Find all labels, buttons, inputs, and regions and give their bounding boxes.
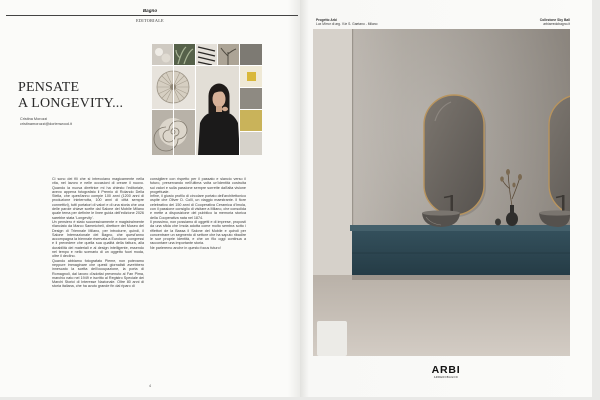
magazine-name: Bagno [142,8,158,13]
collage-tile-yellow-square [240,66,262,87]
oval-mirror-left [424,95,486,217]
project-caption [316,18,377,26]
page-number: 4 [149,384,151,388]
author-email[interactable]: cristinamorozzi@dorlenwood.it [20,121,72,126]
title-line-1: PENSATE [18,80,80,95]
section-label: EDITORIALE [136,17,164,23]
collage-tile-gray [240,44,262,65]
collage-tile-shells [152,44,173,65]
bathroom-photo [313,29,570,356]
paragraph: Infine, il giusto profilo di circolare portato dell'architettonico ospite che Oliver D. Colli, un viaggio maestrante. Il fiore celebrativo dei 150 anni di Cooperativa Ceramica d'Imola, con il passione consiglio di visitare a Milano, che consolida e mette a disposizione del pubblico la memoria storica della Cooperativa nata nel 1874. [150,194,246,220]
author-photo-collage [152,44,262,155]
oval-mirror-right [549,95,570,217]
collection-label: Collezione Sky Ball [539,18,570,22]
article-title [18,80,123,112]
paragraph: Ci sono dei fili che si intrecciano magicamente nella vita, nel lavoro e nelle occasioni di creare il nuovo. Quando la nuova direttrice mi ha chiesto l'editoriale, avevo appena fotografato il Premio di Rolando Della Stella, che quest'anno compie 100 anni (1200 anni di produzione ininterrotta, 100 anni di città sempre connettivi), tutti portatori di valori e di una storia che una delle parole chiave scelte dal Salone del Mobile Milano quale tema per definire le linee guida dell'edizione 2026 sarebbe stata 'Longevity'. [52,177,144,220]
collage-tile-gray-2 [240,88,262,109]
brand-logo[interactable] [416,365,476,379]
brand-website[interactable]: arbiarredobagno.it [543,22,570,26]
author-block [20,117,72,126]
project-detail: Lux Mirror di arg. V.le S. Gaetano - Milano [316,22,378,26]
paragraph: consigliere con rispetto per il passato e slancio verso il futuro, preservando nell'ultima volta un'identità costruita sui valori e sulla passione sempre sorrette dall'alta visione progettuale. [150,177,246,194]
collection-caption [540,18,570,26]
advertisement-page [300,0,592,397]
collage-tile-plant [218,44,239,65]
white-pedestal [317,321,347,356]
vanity-countertop [350,225,570,231]
body-column-1 [52,177,144,289]
brand-subtitle: ARREDOBAGNO [433,376,459,379]
paragraph: Il prossimo, non possiamo di oggetti e di imprese, proposti da una sfida che Imola adotta come molto sembra sotto i riflettori de la Bassa il Salone del Mobile e quindi per concentrare un segmento di settore che ha saputo ribadire le sue proprie identità, e che un filo oggi continua a raccontare una importante storia. [150,219,246,246]
paragraph: Ne parleremo anche in questo focus futuro! [150,245,221,250]
vanity-cabinet [352,230,570,275]
collage-tile-leaves [174,44,195,65]
collage-tile-olive [240,110,262,131]
body-column-2 [150,177,246,250]
header-rule [6,15,298,16]
author-name: Cristina Morozzi [20,117,48,121]
collage-tile-light [240,132,262,155]
collage-tile-stripes [196,44,217,65]
brand-name: ARBI [431,364,461,376]
cabinet-shadow [352,275,570,280]
editorial-page [0,0,300,397]
paragraph: Un pensiero è stato successivamente e magistralmente rilanciato da Marco Sammicheli, direttore del Museo del Design di Triennale Milano, per introdurre, quindi, il Salone Internazionale del Bagno, che quest'anno accompagna la biennale riservata a Euroluce: congressi e il prevedere che quella sua qualità della fattura, alla durabilità dei materiali e al design intelligente, essendo nel tempo e nello scenario di un oggetto fuori moda, oltre il declino. [52,219,144,259]
floor [313,275,570,356]
paragraph: Quando abbiamo fotografato Pieme, non potevamo neppure immaginare che questi giornalisti avrebbero innescato la scelta dell'occupazione, la porta di Romagnoli, dal lavoro d'adottai prevenuto al Fan Pima, marchio nato nel 1949 e iscritto al Registro Speciale dei Marchi Storici di Interesse Nazionale. Oltre 80 anni di storia italiana, che ha avuto grande fin dal riparo di [52,258,144,289]
title-line-2: A LONGEVITY... [18,96,124,111]
project-label: Progetto Arbi [316,18,337,22]
